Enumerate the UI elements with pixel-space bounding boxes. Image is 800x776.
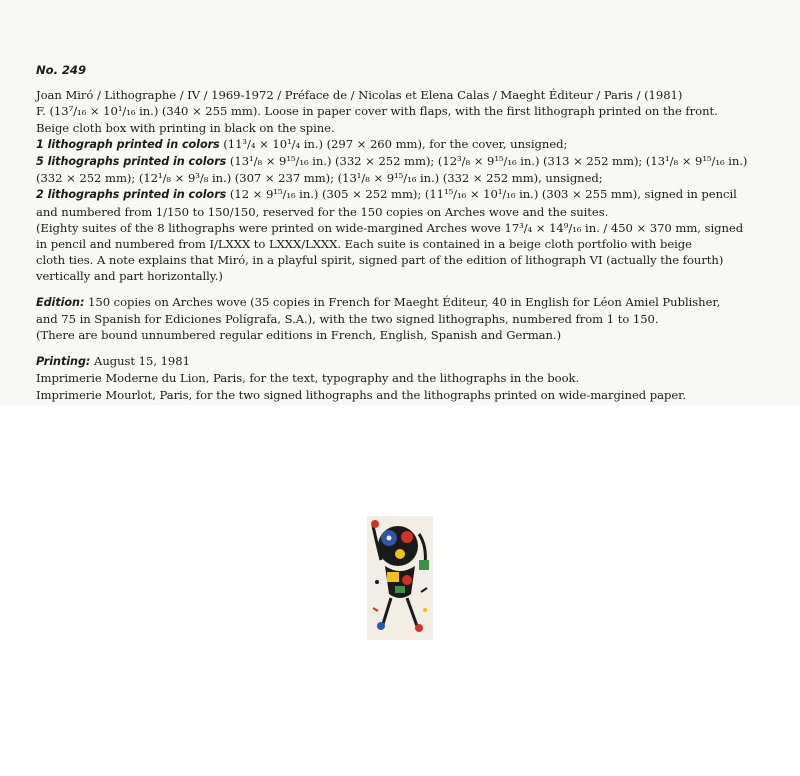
- suites-line-3: cloth ties. A note explains that Miró, in a playful spirit, signed part of the edition of lithograph VI (actually the fourth): [36, 253, 724, 268]
- lithograph-five-line: [36, 153, 796, 170]
- lithograph-five-line-2: (332 × 252 mm); (12¹/₈ × 9³/₈ in.) (307 × 237 mm); (13¹/₈ × 9¹⁵/₁₆ in.) (332 × 252 mm), unsigned;: [36, 171, 603, 186]
- printing-line-1: Imprimerie Moderne du Lion, Paris, for the text, typography and the lithographs in the book.: [36, 371, 580, 386]
- edition-line-2: and 75 in Spanish for Ediciones Polígrafa, S.A.), with the two signed lithographs, numbered from 1 to 150.: [36, 311, 659, 326]
- edition-line-1: [36, 294, 796, 311]
- lithograph-two-line-2: and numbered from 1/150 to 150/150, reserved for the 150 copies on Arches wove and the suites.: [36, 204, 609, 219]
- miro-lithograph-thumbnail: [367, 516, 433, 640]
- printing-section: [36, 353, 796, 403]
- header-line: Joan Miró / Lithographe / IV / 1969-1972 / Préface de / Nicolas et Elena Calas / Maeght Éditeur / Paris / (1981): [36, 88, 683, 103]
- edition-text: 150 copies on Arches wove (35 copies in French for Maeght Éditeur, 40 in English for Léon Amiel Publisher,: [84, 294, 721, 309]
- printing-date: August 15, 1981: [90, 354, 190, 369]
- catalogue-entry: [36, 62, 796, 403]
- suites-line-2: in pencil and numbered from I/LXXX to LXXX/LXXX. Each suite is contained in a beige cloth portfolio with beige: [36, 237, 692, 252]
- suites-line-4: vertically and part horizontally.): [36, 269, 223, 284]
- lithograph-two-line: [36, 186, 796, 203]
- suites-line-1: (Eighty suites of the 8 lithographs were printed on wide-margined Arches wove 17³/₄ × 14⁹/₁₆ in. / 450 × 370 mm, signed: [36, 220, 744, 235]
- lithograph-one-line: [36, 136, 796, 153]
- lithograph-one-label: 1 lithograph printed in colors: [36, 137, 220, 151]
- printing-line-2: Imprimerie Mourlot, Paris, for the two signed lithographs and the lithographs printed on wide-margined paper.: [36, 387, 687, 402]
- lithograph-five-label: 5 lithographs printed in colors: [36, 155, 227, 169]
- catalogue-number: No. 249: [36, 63, 86, 77]
- lithograph-five-text: (13¹/₈ × 9¹⁵/₁₆ in.) (332 × 252 mm); (12³/₈ × 9¹⁵/₁₆ in.) (313 × 252 mm); (13¹/₈ × 9¹⁵/₁₆ in.): [226, 154, 748, 169]
- edition-line-3: (There are bound unnumbered regular editions in French, English, Spanish and German.): [36, 328, 562, 343]
- box-line: Beige cloth box with printing in black on the spine.: [36, 120, 335, 135]
- edition-label: Edition:: [36, 295, 85, 309]
- lithograph-one-text: (11³/₄ × 10¹/₄ in.) (297 × 260 mm), for the cover, unsigned;: [219, 136, 568, 151]
- printing-line-date: [36, 353, 796, 370]
- format-line: F. (13⁷/₁₆ × 10¹/₁₆ in.) (340 × 255 mm). Loose in paper cover with flaps, with the first lithograph printed on the front.: [36, 104, 718, 119]
- lithograph-artwork: [367, 516, 433, 640]
- printing-label: Printing:: [36, 355, 91, 369]
- lithograph-two-label: 2 lithographs printed in colors: [36, 188, 227, 202]
- lithograph-two-text: (12 × 9¹⁵/₁₆ in.) (305 × 252 mm); (11¹⁵/₁₆ × 10¹/₁₆ in.) (303 × 255 mm), signed in pencil: [226, 187, 737, 202]
- edition-section: [36, 294, 796, 344]
